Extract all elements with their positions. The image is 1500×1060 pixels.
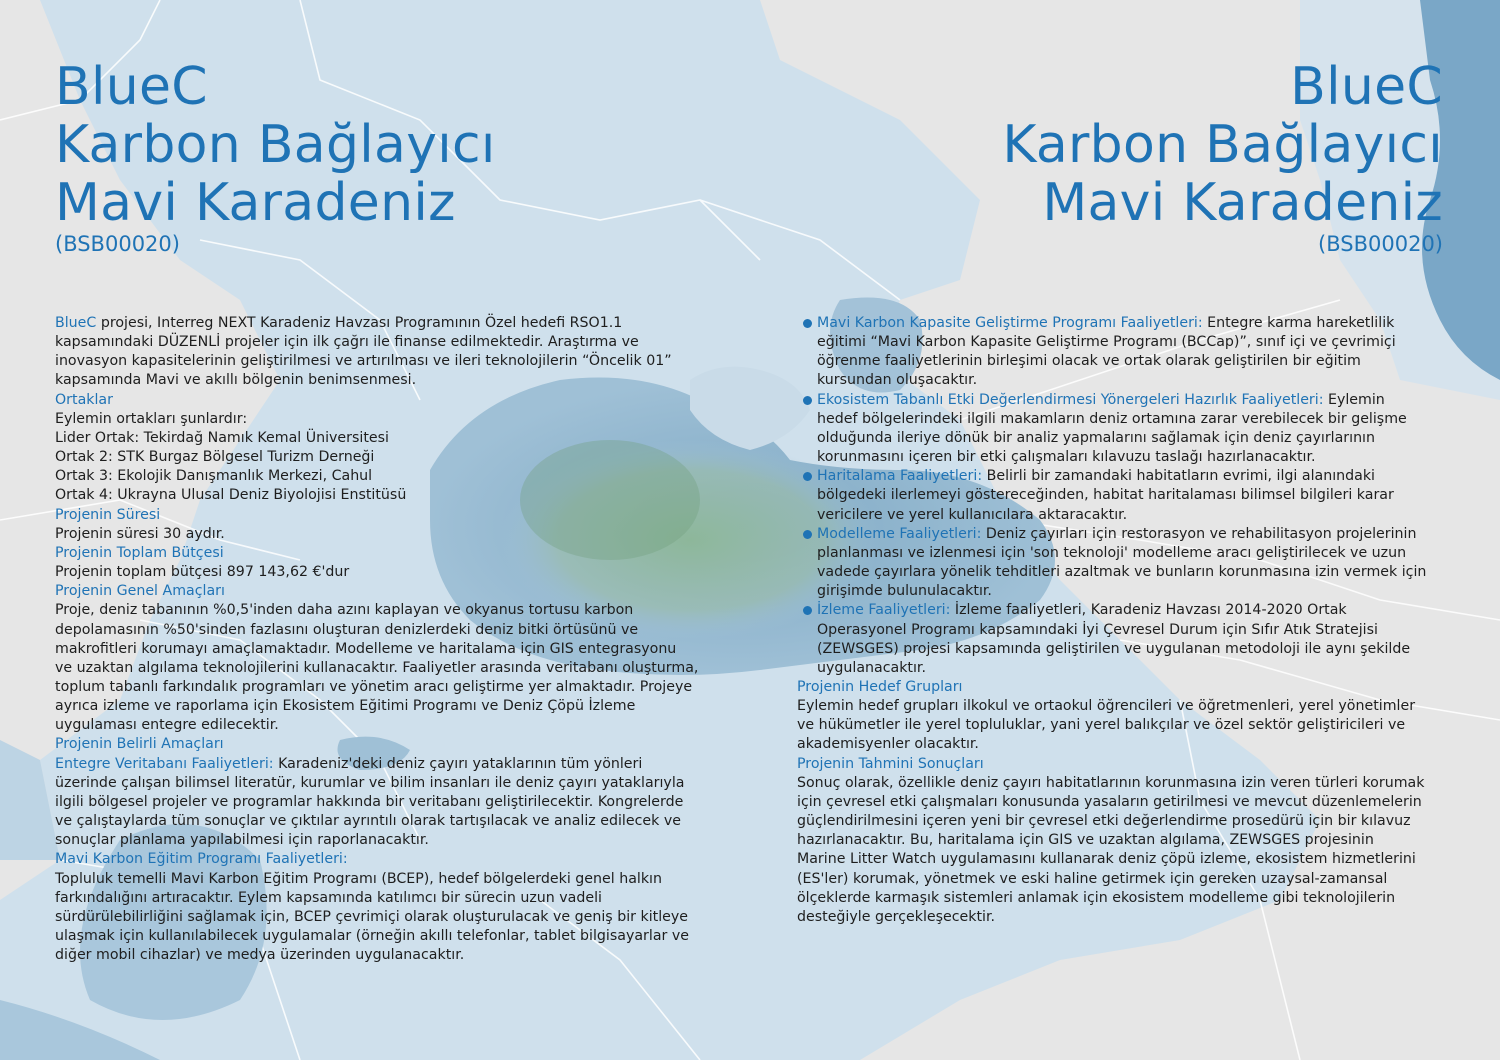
line-text: ilgili bölgesel projeler ve programlar hakkında bir veritabanı geliştirilecektir. Kongrelerde — [55, 793, 684, 810]
left-title-block — [55, 58, 496, 256]
text-line — [55, 659, 698, 678]
line-text: Projenin toplam bütçesi 897 143,62 €'dur — [55, 564, 350, 581]
section-heading: Projenin Genel Amaçları — [55, 583, 225, 600]
text-line — [55, 870, 698, 889]
line-text: güçlendirilmesini içeren yeni bir çevresel etki değerlendirme prosedürü için bir kılavuz — [797, 813, 1411, 830]
text-line — [55, 812, 698, 831]
text-line — [55, 678, 698, 697]
line-text: toplum tabanlı farkındalık programları ve yönetim aracı geliştirme yer almaktadır. Projeye — [55, 678, 693, 695]
title-line-subtitle: Karbon Bağlayıcı — [1002, 115, 1443, 175]
text-line — [797, 774, 1426, 793]
line-text: Lider Ortak: Tekirdağ Namık Kemal Üniversitesi — [55, 429, 389, 446]
line-text: uygulanacaktır. — [817, 659, 926, 676]
line-text: eğitimi “Mavi Karbon Kapasite Geliştirme Programı (BCCap)”, sınıf içi ve çevrimiçi — [817, 334, 1396, 351]
text-line — [797, 659, 1426, 678]
section-heading: Ortaklar — [55, 391, 113, 408]
bullet-icon — [803, 396, 812, 405]
line-text: vadede çayırlara yönelik tehditleri azaltmak ve bunların korunmasına izin vermek için — [817, 564, 1427, 581]
line-text: Eylemin hedef grupları ilkokul ve ortaokul öğrencileri ve öğretmenleri, yerel yönetimler — [797, 698, 1416, 715]
text-line — [55, 410, 698, 429]
line-text: kursundan oluşacaktır. — [817, 372, 978, 389]
line-text: hazırlanacaktır. Bu, haritalama için GIS ve uzaktan algılama, ZEWSGES projesinin — [797, 832, 1374, 849]
bullet-item — [797, 601, 1426, 620]
project-code: (BSB00020) — [55, 232, 180, 256]
line-text: farkındalığını artıracaktır. Eylem kapsamında katılımcı bir sürecin uzun vadeli — [55, 889, 602, 906]
line-text: Eylemin — [1323, 391, 1385, 408]
text-line — [55, 889, 698, 908]
text-line — [55, 774, 698, 793]
line-text: Topluluk temelli Mavi Karbon Eğitim Programı (BCEP), hedef bölgelerdeki genel halkın — [55, 870, 662, 887]
bullet-icon — [803, 319, 812, 328]
text-line — [797, 793, 1426, 812]
line-text: (ZEWSGES) projesi kapsamında geliştirilen ve uygulanan metodoloji ile aynı şekilde — [817, 640, 1411, 657]
line-text: akademisyenler olacaktır. — [797, 736, 979, 753]
text-line — [797, 352, 1426, 371]
bullet-icon — [803, 472, 812, 481]
line-text: (ES'ler) korumak, yönetmek ve eski haline getirmek için gereken uzaysal-zamansal — [797, 870, 1388, 887]
text-line — [55, 333, 698, 352]
right-title-block — [1002, 58, 1443, 256]
text-line — [55, 831, 698, 850]
right-panel — [760, 0, 1500, 1060]
text-line — [797, 448, 1426, 467]
text-line — [797, 697, 1426, 716]
text-line — [55, 525, 698, 544]
line-text: uygulaması entegre edilecektir. — [55, 717, 279, 734]
bullet-item — [797, 391, 1426, 410]
section-heading: Projenin Toplam Bütçesi — [55, 544, 224, 561]
line-text: olduğunda ileriye dönük bir analiz yapmalarını sağlamak için deniz çayırlarının — [817, 429, 1375, 446]
line-text: öğrenme faaliyetlerinin birleşimi olacak ve ortak olarak geliştirilen bir eğitim — [817, 353, 1361, 370]
right-body-text — [797, 314, 1426, 927]
bullet-item — [797, 525, 1426, 544]
line-text: ve çalıştaylarda tüm sonuçlar ve çıktılar ayrıntılı olarak tartışılacak ve analiz edilecek ve — [55, 813, 681, 830]
line-text: için çevresel etki çalışmaları konusunda yasaların getirilmesi ve mevcut düzenlemelerin — [797, 793, 1422, 810]
inline-label: İzleme Faaliyetleri: — [817, 602, 951, 619]
text-line — [797, 506, 1426, 525]
text-line — [797, 831, 1426, 850]
inline-label: Modelleme Faaliyetleri: — [817, 525, 982, 542]
line-text: Eylemin ortakları şunlardır: — [55, 410, 248, 427]
line-text: ölçeklerde karmaşık sistemleri anlamak için ekosistem modelleme gibi teknolojilerin — [797, 889, 1396, 906]
text-line — [797, 908, 1426, 927]
section-heading: Mavi Karbon Eğitim Programı Faaliyetleri: — [55, 851, 348, 868]
line-text: hedef bölgelerindeki ilgili makamların deniz ortamına zarar verebilecek bir gelişme — [817, 410, 1407, 427]
bullet-icon — [803, 606, 812, 615]
line-text: sonuçlar planlama yapılabilmesi için raporlanacaktır. — [55, 832, 429, 849]
bullet-icon — [803, 530, 812, 539]
line-text: girişimde bulunulacaktır. — [817, 583, 992, 600]
line-text: Projenin süresi 30 aydır. — [55, 525, 225, 542]
line-text: kapsamında Mavi ve akıllı bölgenin benimsenmesi. — [55, 372, 417, 389]
text-line — [55, 908, 698, 927]
text-line — [797, 870, 1426, 889]
line-text: inovasyon kapasitelerinin geliştirilmesi ve artırılması ve ileri teknolojilerin “Öncelik 01” — [55, 353, 672, 370]
text-line — [797, 371, 1426, 390]
text-line — [797, 812, 1426, 831]
line-text: ayrıca izleme ve raporlama için Ekosistem Eğitimi Programı ve Deniz Çöpü İzleme — [55, 698, 636, 715]
project-code: (BSB00020) — [1318, 232, 1443, 256]
text-line — [55, 371, 698, 390]
line-text: projesi, Interreg NEXT Karadeniz Havzası Programının Özel hedefi RSO1.1 — [96, 315, 623, 331]
text-line — [55, 486, 698, 505]
line-text: Ortak 4: Ukrayna Ulusal Deniz Biyolojisi Enstitüsü — [55, 487, 407, 504]
left-body-text — [55, 314, 698, 965]
title-line-project: BlueC — [55, 57, 208, 117]
inline-label: Haritalama Faaliyetleri: — [817, 468, 983, 485]
line-text: bölgedeki ilerlemeyi göstereceğinden, habitat haritalaması bilimsel bilgileri karar — [817, 487, 1394, 504]
text-line — [55, 755, 698, 774]
title-line-region: Mavi Karadeniz — [55, 173, 456, 233]
line-text: planlanması ve izlenmesi için 'son teknoloji' modelleme aracı geliştirilecek ve uzun — [817, 544, 1407, 561]
section-heading: Projenin Hedef Grupları — [797, 678, 963, 695]
text-line — [55, 448, 698, 467]
line-text: Belirli bir zamandaki habitatların evrimi, ilgi alanındaki — [982, 468, 1375, 485]
text-line — [55, 640, 698, 659]
line-text: korunmasını içeren bir etki çalışmaları kılavuzu taslağı hazırlanacaktır. — [817, 449, 1316, 466]
text-line — [55, 314, 698, 333]
text-line — [797, 850, 1426, 869]
text-line — [797, 621, 1426, 640]
line-text: vericilere ve yerel kullanıcılara aktaracaktır. — [817, 506, 1128, 523]
text-line — [55, 467, 698, 486]
text-line — [55, 927, 698, 946]
text-line — [55, 563, 698, 582]
line-text: Operasyonel Programı kapsamındaki İyi Çevresel Durum için Sıfır Atık Stratejisi — [817, 621, 1378, 638]
text-line — [55, 793, 698, 812]
title-line-subtitle: Karbon Bağlayıcı — [55, 115, 496, 175]
line-text: İzleme faaliyetleri, Karadeniz Havzası 2014-2020 Ortak — [950, 602, 1347, 619]
bullet-item — [797, 314, 1426, 333]
line-text: üzerinde çalışan bilimsel literatür, kurumlar ve bilim insanları ile deniz çayırı yataklarıyla — [55, 774, 685, 791]
line-text: Ortak 2: STK Burgaz Bölgesel Turizm Derneği — [55, 449, 375, 466]
text-line — [55, 946, 698, 965]
line-text: Karadeniz'deki deniz çayırı yataklarının tüm yönleri — [273, 755, 643, 772]
text-line — [797, 716, 1426, 735]
line-text: Sonuç olarak, özellikle deniz çayırı habitatlarının korunmasına izin veren türleri korumak — [797, 774, 1425, 791]
text-line — [797, 889, 1426, 908]
text-line — [55, 601, 698, 620]
text-line — [55, 716, 698, 735]
line-text: kapsamındaki DÜZENLİ projeler için ilk çağrı ile finanse edilmektedir. Araştırma ve — [55, 334, 639, 351]
line-text: Ortak 3: Ekolojik Danışmanlık Merkezi, Cahul — [55, 468, 373, 485]
text-line — [797, 544, 1426, 563]
text-line — [797, 429, 1426, 448]
text-line — [797, 640, 1426, 659]
title-line-region: Mavi Karadeniz — [1042, 173, 1443, 233]
line-text: ve hükümetler ile yerel topluluklar, yani yerel balıkçılar ve özel sektör geliştiricileri ve — [797, 717, 1406, 734]
inline-label: BlueC — [55, 315, 97, 331]
line-text: makrofitleri korumayı amaçlamaktadır. Modelleme ve haritalama için GIS entegrasyonu — [55, 640, 677, 657]
text-line — [797, 735, 1426, 754]
inline-label: Ekosistem Tabanlı Etki Değerlendirmesi Yönergeleri Hazırlık Faaliyetleri: — [817, 391, 1324, 408]
text-line — [55, 429, 698, 448]
line-text: Marine Litter Watch uygulamasını kullanarak deniz çöpü izleme, ekosistem hizmetlerini — [797, 851, 1416, 868]
text-line — [55, 697, 698, 716]
line-text: ve uzaktan algılama teknolojilerini kullanacaktır. Faaliyetler arasında veritabanı oluşturma, — [55, 659, 699, 676]
line-text: sürdürülebilirliğini sağlamak için, BCEP çevrimiçi olarak oluşturulacak ve geniş bir kitleye — [55, 908, 689, 925]
line-text: Deniz çayırları için restorasyon ve rehabilitasyon projelerinin — [981, 525, 1417, 542]
bullet-item — [797, 467, 1426, 486]
line-text: Entegre karma hareketlilik — [1202, 315, 1395, 331]
inline-label: Mavi Karbon Kapasite Geliştirme Programı Faaliyetleri: — [817, 315, 1203, 331]
line-text: Proje, deniz tabanının %0,5'inden daha azını kaplayan ve okyanus tortusu karbon — [55, 602, 634, 619]
inline-label: Entegre Veritabanı Faaliyetleri: — [55, 755, 274, 772]
section-heading: Projenin Süresi — [55, 506, 161, 523]
section-heading: Projenin Belirli Amaçları — [55, 736, 224, 753]
line-text: depolamasının %50'sinden fazlasını oluşturan denizlerdeki deniz bitki örtüsünü ve — [55, 621, 639, 638]
text-line — [797, 333, 1426, 352]
text-line — [797, 486, 1426, 505]
section-heading: Projenin Tahmini Sonuçları — [797, 755, 984, 772]
text-line — [55, 621, 698, 640]
line-text: desteğiyle gerçekleşecektir. — [797, 908, 996, 925]
text-line — [797, 563, 1426, 582]
text-line — [797, 582, 1426, 601]
text-line — [797, 410, 1426, 429]
line-text: diğer mobil cihazlar) ve medya üzerinden uygulanacaktır. — [55, 947, 465, 964]
text-line — [55, 352, 698, 371]
title-line-project: BlueC — [1290, 57, 1443, 117]
line-text: ulaşmak için kullanılabilecek uygulamalar (örneğin akıllı telefonlar, tablet bilgisayarlar ve — [55, 928, 689, 944]
